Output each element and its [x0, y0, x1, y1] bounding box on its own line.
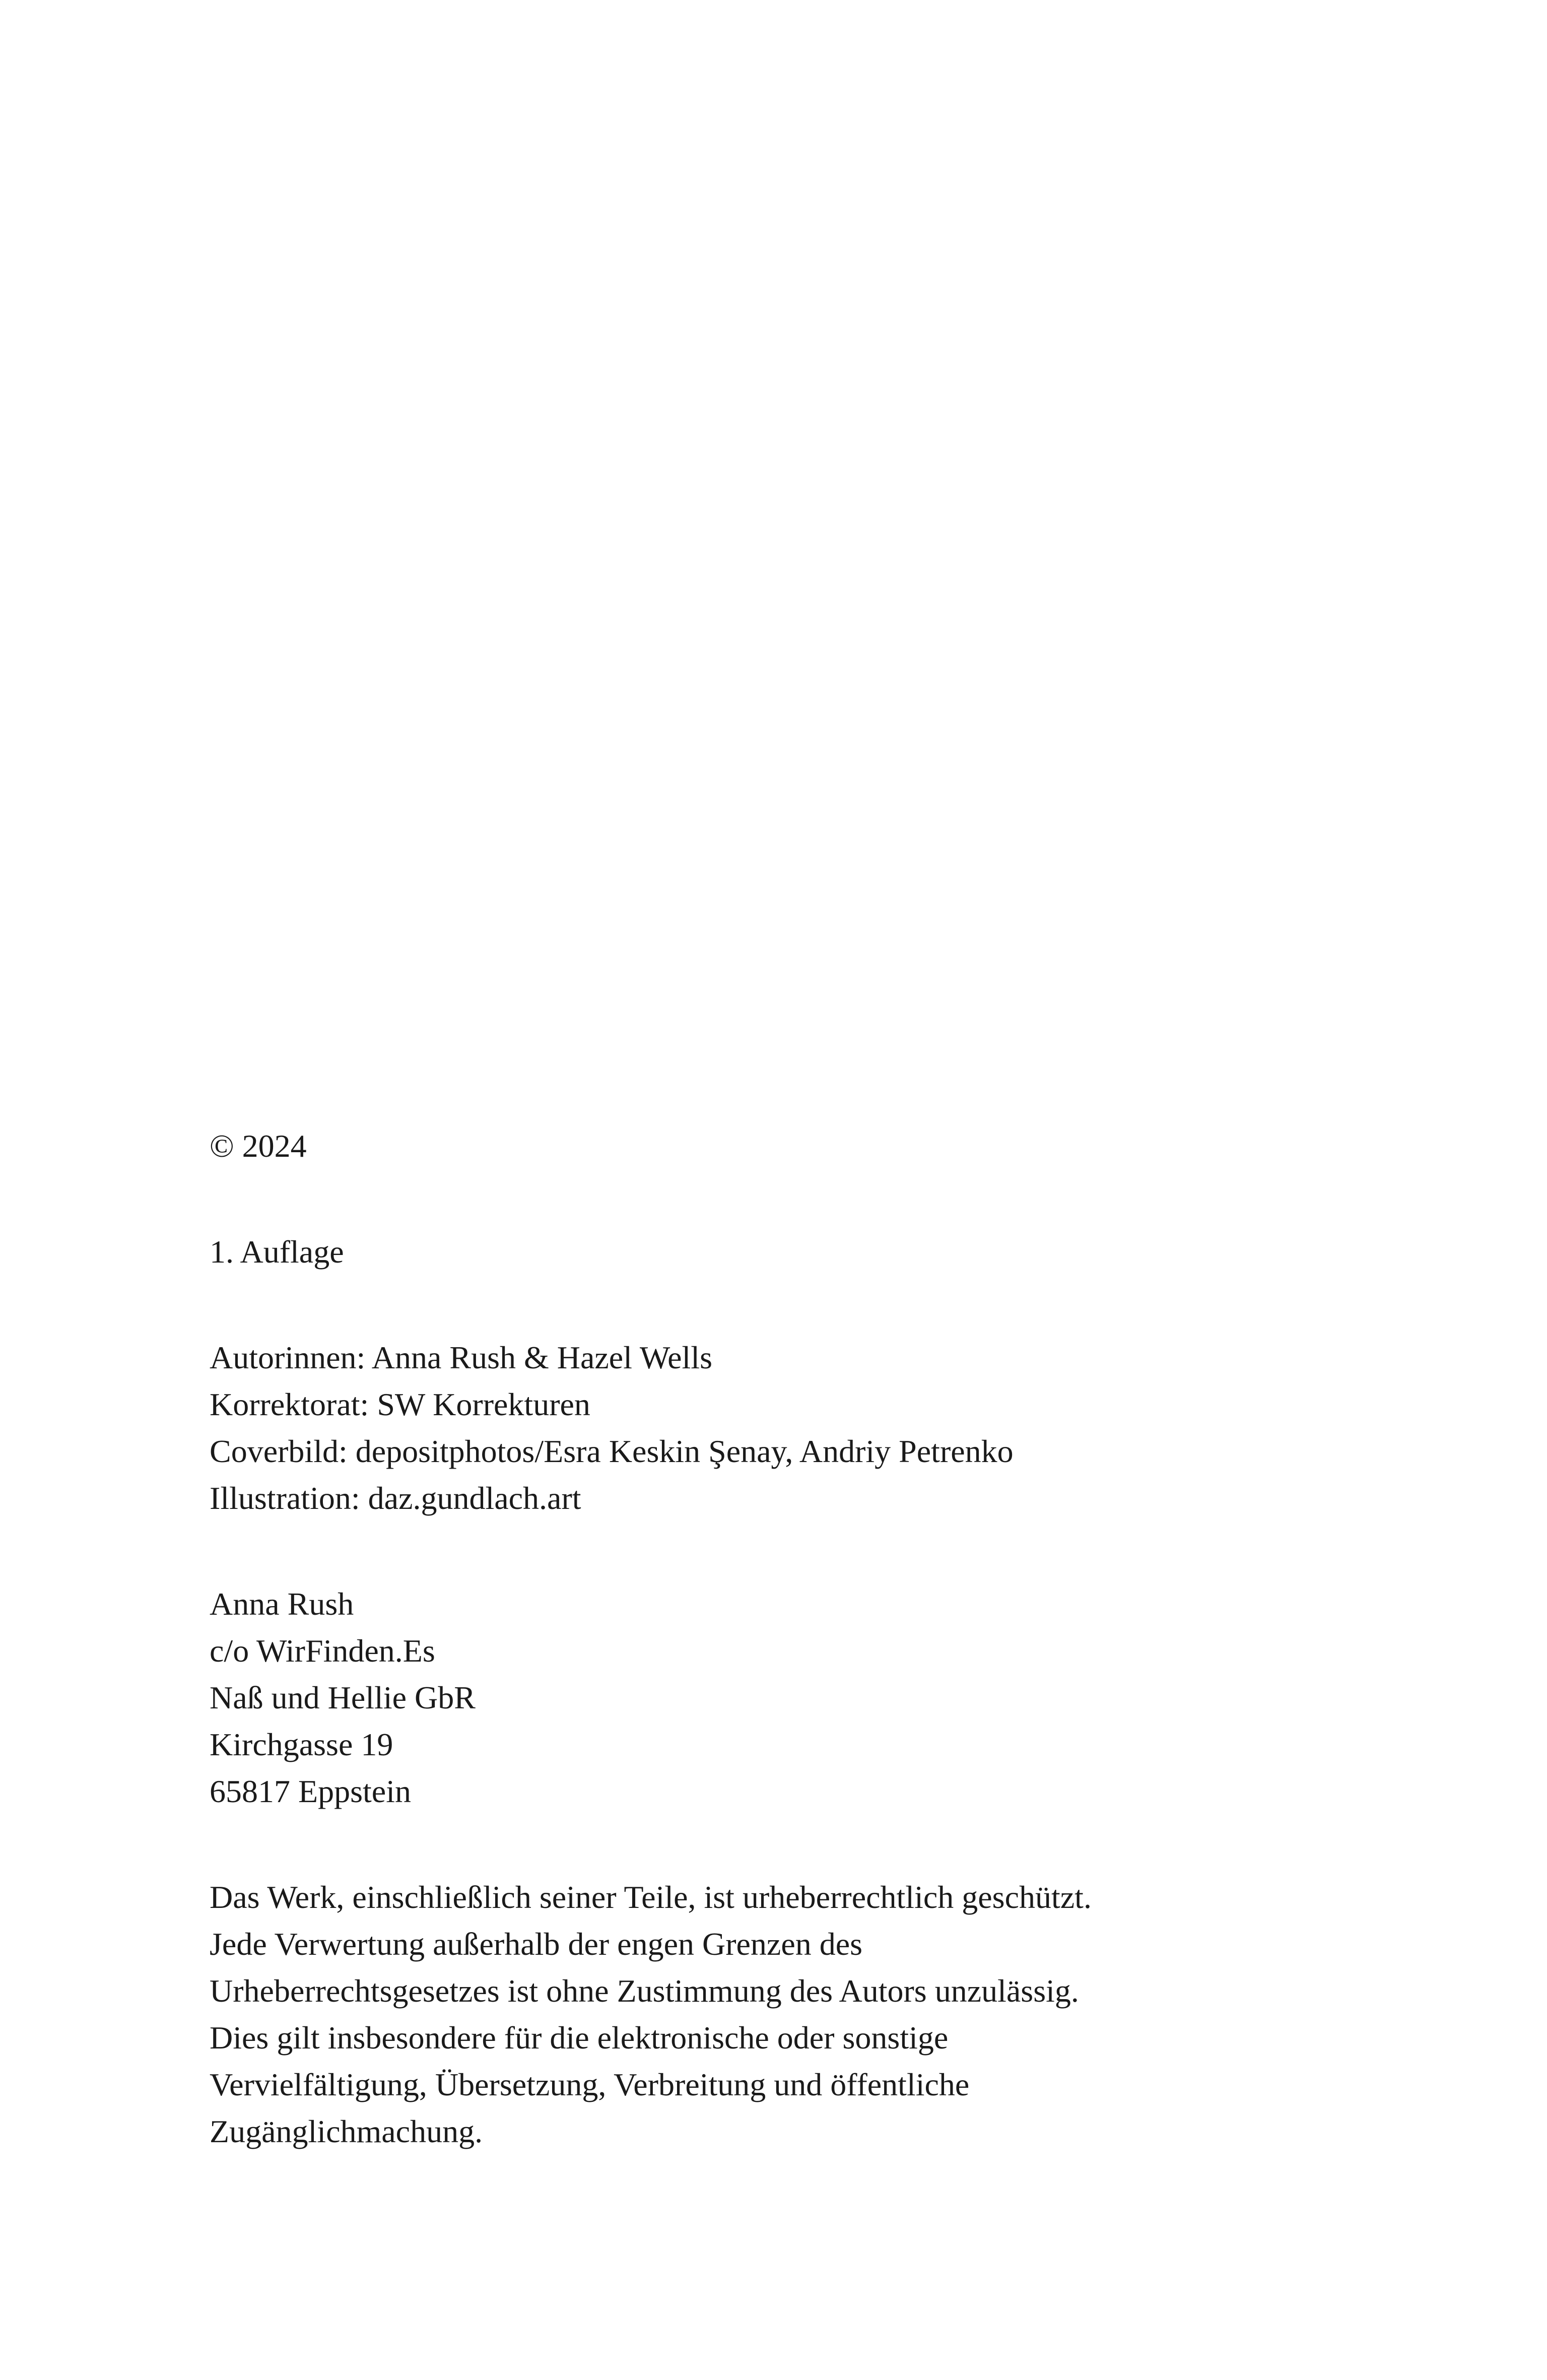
legal-notice-block: [210, 1874, 1368, 2155]
legal-notice-line: Das Werk, einschließlich seiner Teile, ist urheberrechtlich geschützt.: [210, 1879, 1092, 1915]
legal-notice-line: Zugänglichmachung.: [210, 2113, 483, 2149]
copyright-block: [210, 1122, 1368, 1169]
edition-block: [210, 1228, 1368, 1275]
address-street: Kirchgasse 19: [210, 1727, 393, 1762]
address-name: Anna Rush: [210, 1586, 354, 1622]
credit-authors: Autorinnen: Anna Rush & Hazel Wells: [210, 1340, 712, 1375]
legal-notice-line: Dies gilt insbesondere für die elektronische oder sonstige: [210, 2020, 949, 2056]
address-city: 65817 Eppstein: [210, 1773, 411, 1809]
address-care-of: c/o WirFinden.Es: [210, 1633, 435, 1669]
legal-notice-line: Urheberrechtsgesetzes ist ohne Zustimmung des Autors unzulässig.: [210, 1973, 1079, 2009]
address-company: Naß und Hellie GbR: [210, 1680, 476, 1715]
legal-notice-line: Jede Verwertung außerhalb der engen Grenzen des: [210, 1926, 863, 1962]
copyright-line: © 2024: [210, 1128, 307, 1164]
address-block: [210, 1580, 1368, 1815]
credit-cover-image: Coverbild: depositphotos/Esra Keskin Şenay, Andriy Petrenko: [210, 1433, 1014, 1469]
edition-line: 1. Auflage: [210, 1234, 344, 1270]
legal-notice-line: Vervielfältigung, Übersetzung, Verbreitung und öffentliche: [210, 2067, 970, 2102]
credit-illustration: Illustration: daz.gundlach.art: [210, 1480, 581, 1516]
imprint-text: [210, 1122, 1368, 2155]
credit-proofreading: Korrektorat: SW Korrekturen: [210, 1386, 590, 1422]
credits-block: [210, 1334, 1368, 1522]
